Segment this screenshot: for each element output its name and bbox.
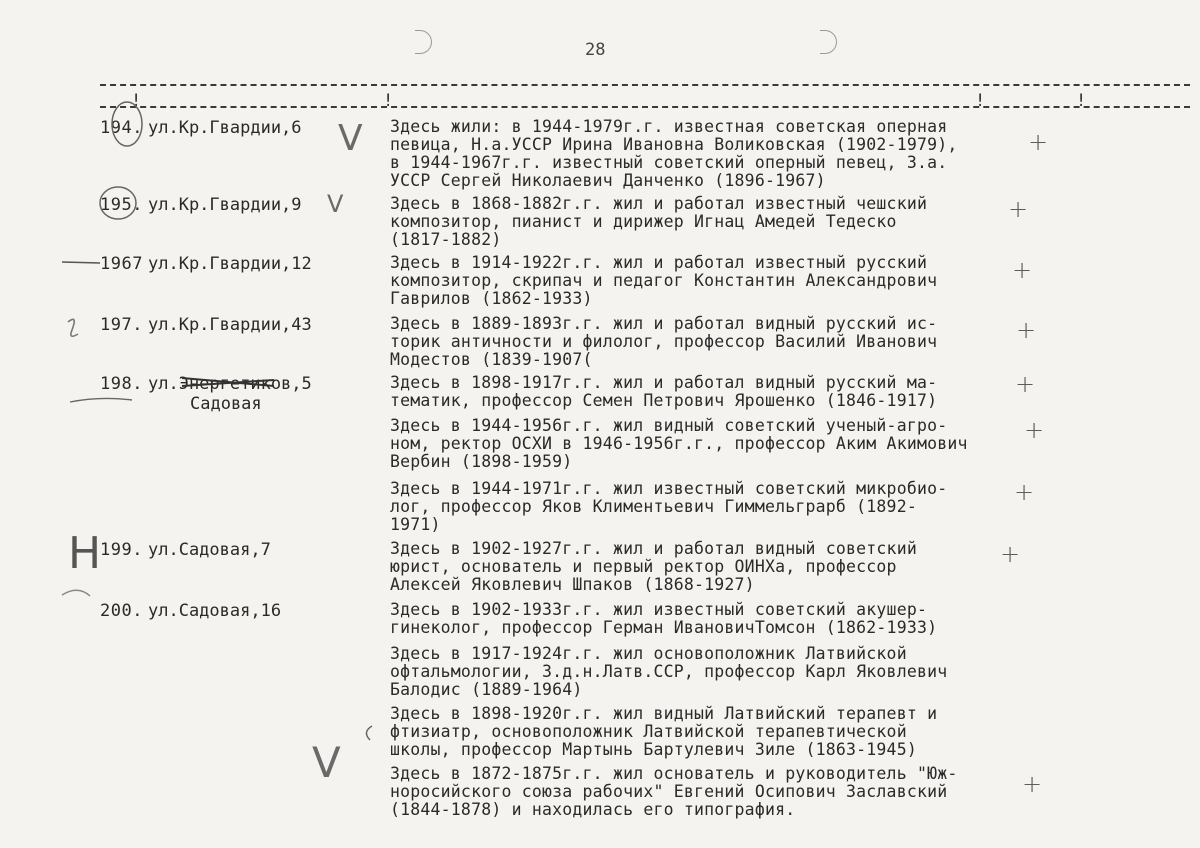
entry-description: Здесь в 1902-1933г.г. жил известный советский акушер- гинеколог, профессор Герман ИвановичТомсон (1862-1933)	[390, 600, 938, 637]
plus-mark: +	[1000, 540, 1021, 568]
entry-description: Здесь в 1898-1917г.г. жил и работал видный русский ма- тематик, профессор Семен Петрович Ярошенко (1846-1917)	[390, 373, 938, 410]
column-mark: !	[131, 91, 142, 111]
entry-description: Здесь в 1902-1927г.г. жил и работал видный советский юрист, основатель и первый ректор ОИНХа, профессор Алексей Яковлевич Шпаков (1868-1927)	[390, 539, 917, 594]
entry-number: 197.	[100, 315, 143, 335]
plus-mark: +	[1024, 416, 1045, 444]
check-mark: V	[338, 118, 363, 159]
punch-hole	[820, 30, 837, 54]
entry-address: ул.Энергетиков,5	[148, 374, 312, 394]
plus-mark: +	[1015, 370, 1036, 398]
plus-mark: +	[1014, 478, 1035, 506]
page-number: 28	[585, 40, 606, 60]
entry-address: ул.Садовая,16	[148, 601, 282, 621]
check-mark: V	[312, 738, 341, 787]
entry-description: Здесь в 1914-1922г.г. жил и работал известный русский композитор, скрипач и педагог Константин Александрович Гаврилов (1862-1933)	[390, 253, 938, 308]
address-correction: Садовая	[190, 394, 262, 414]
column-mark: !	[383, 91, 394, 111]
header-rule-bottom	[100, 106, 1190, 108]
entry-address: ул.Кр.Гвардии,43	[148, 315, 312, 335]
entry-address: ул.Кр.Гвардии,6	[148, 118, 302, 138]
entry-number: 194.	[100, 118, 143, 138]
entry-description: Здесь жили: в 1944-1979г.г. известная советская оперная певица, Н.а.УССР Ирина Ивановна Воликовская (1902-1979), в 1944-1967г.г. известный советский оперный певец, З.а. УССР Сергей Николаевич Данченко (1896-1967)	[390, 117, 958, 190]
entry-description: Здесь в 1917-1924г.г. жил основоположник Латвийской офтальмологии, З.д.н.Латв.ССР, профессор Карл Яковлевич Балодис (1889-1964)	[390, 644, 948, 699]
entry-number: 200.	[100, 601, 143, 621]
column-mark: !	[975, 91, 986, 111]
entry-address: ул.Кр.Гвардии,12	[148, 254, 312, 274]
plus-mark: +	[1028, 128, 1049, 156]
entry-number: 1967	[100, 254, 143, 274]
plus-mark: +	[1016, 316, 1037, 344]
entry-description: Здесь в 1944-1971г.г. жил известный советский микробио- лог, профессор Яков Климентьевич Гиммельграрб (1892- 1971)	[390, 479, 948, 534]
column-mark: !	[1076, 91, 1087, 111]
entry-description: Здесь в 1898-1920г.г. жил видный Латвийский терапевт и фтизиатр, основоположник Латвийской терапевтической школы, профессор Мартынь Бартулевич Зиле (1863-1945)	[390, 704, 938, 759]
entry-number: 195.	[100, 195, 143, 215]
header-rule-top	[100, 84, 1190, 86]
entry-address: ул.Садовая,7	[148, 540, 271, 560]
plus-mark: +	[1022, 770, 1043, 798]
entry-description: Здесь в 1872-1875г.г. жил основатель и руководитель "Юж- норосийского союза рабочих" Евгений Осипович Заславский (1844-1878) и находилась его типография.	[390, 764, 958, 819]
entry-number: 199.	[100, 540, 143, 560]
plus-mark: +	[1012, 256, 1033, 284]
entry-description: Здесь в 1889-1893г.г. жил и работал видный русский ис- торик античности и филолог, профессор Василий Иванович Модестов (1839-1907(	[390, 314, 938, 369]
entry-description: Здесь в 1868-1882г.г. жил и работал известный чешский композитор, пианист и дирижер Игнац Амедей Тедеско (1817-1882)	[390, 194, 928, 249]
entry-address: ул.Кр.Гвардии,9	[148, 195, 302, 215]
entry-description: Здесь в 1944-1956г.г. жил видный советский ученый-агро- ном, ректор ОСХИ в 1946-1956г.г., профессор Аким Акимович Вербин (1898-1959)	[390, 416, 968, 471]
margin-scribble: H	[68, 528, 102, 579]
plus-mark: +	[1008, 195, 1029, 223]
punch-hole	[415, 30, 432, 54]
check-mark: V	[327, 190, 344, 218]
entry-number: 198.	[100, 374, 143, 394]
